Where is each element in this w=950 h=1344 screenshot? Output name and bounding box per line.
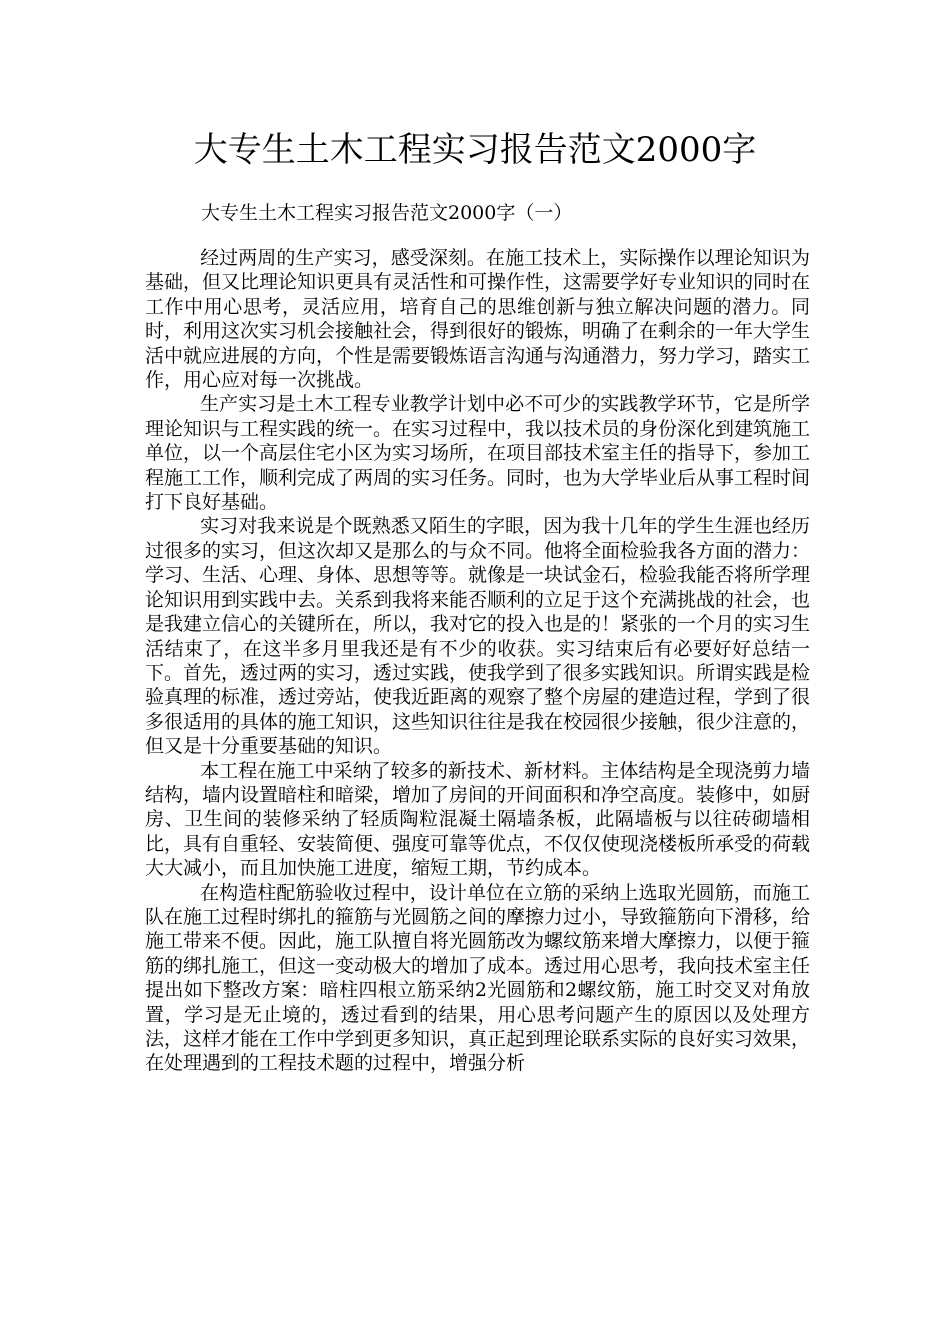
- body-paragraph: 经过两周的生产实习，感受深刻。在施工技术上，实际操作以理论知识为基础，但又比理论知识更具有灵活性和可操作性，这需要学好专业知识的同时在工作中用心思考，灵活应用，培育自己的思维创新与独立解决问题的潜力。同时，利用这次实习机会接触社会，得到很好的锻炼，明确了在剩余的一年大学生活中就应进展的方向，个性是需要锻炼语言沟通与沟通潜力，努力学习，踏实工作，用心应对每一次挑战。: [145, 247, 811, 392]
- body-paragraph: 实习对我来说是个既熟悉又陌生的字眼，因为我十几年的学生生涯也经历过很多的实习，但这次却又是那么的与众不同。他将全面检验我各方面的潜力：学习、生活、心理、身体、思想等等。就像是一块试金石，检验我能否将所学理论知识用到实践中去。关系到我将来能否顺利的立足于这个充满挑战的社会，也是我建立信心的关键所在，所以，我对它的投入也是的！紧张的一个月的实习生活结束了，在这半多月里我还是有不少的收获。实习结束后有必要好好总结一下。首先，透过两的实习，透过实践，使我学到了很多实践知识。所谓实践是检验真理的标准，透过旁站，使我近距离的观察了整个房屋的建造过程，学到了很多很适用的具体的施工知识，这些知识往往是我在校园很少接触，很少注意的，但又是十分重要基础的知识。: [145, 515, 811, 758]
- document-body: [145, 246, 810, 1076]
- document-subtitle: 大专生土木工程实习报告范文2000字（一）: [201, 202, 573, 224]
- body-paragraph: 本工程在施工中采纳了较多的新技术、新材料。主体结构是全现浇剪力墙结构，墙内设置暗柱和暗梁，增加了房间的开间面积和净空高度。装修中，如厨房、卫生间的装修采纳了轻质陶粒混凝土隔墙条板，此隔墙板与以往砖砌墙相比，具有自重轻、安装简便、强度可靠等优点，不仅仅使现浇楼板所承受的荷载大大减小，而且加快施工进度，缩短工期，节约成本。: [145, 759, 811, 880]
- body-paragraph: 在构造柱配筋验收过程中，设计单位在立筋的采纳上选取光圆筋，而施工队在施工过程时绑扎的箍筋与光圆筋之间的摩擦力过小，导致箍筋向下滑移，给施工带来不便。因此，施工队擅自将光圆筋改为螺纹筋来增大摩擦力，以便于箍筋的绑扎施工，但这一变动极大的增加了成本。透过用心思考，我向技术室主任提出如下整改方案：暗柱四根立筋采纳2光圆筋和2螺纹筋，施工时交叉对角放置，学习是无止境的，透过看到的结果，用心思考问题产生的原因以及处理方法，这样才能在工作中学到更多知识，真正起到理论联系实际的良好实习效果，在处理遇到的工程技术题的过程中，增强分析: [145, 881, 811, 1075]
- document-title: 大专生土木工程实习报告范文2000字: [193, 130, 757, 170]
- body-paragraph: 生产实习是土木工程专业教学计划中必不可少的实践教学环节，它是所学理论知识与工程实践的统一。在实习过程中，我以技术员的身份深化到建筑施工单位，以一个高层住宅小区为实习场所，在项目部技术室主任的指导下，参加工程施工工作，顺利完成了两周的实习任务。同时，也为大学毕业后从事工程时间打下良好基础。: [145, 393, 811, 514]
